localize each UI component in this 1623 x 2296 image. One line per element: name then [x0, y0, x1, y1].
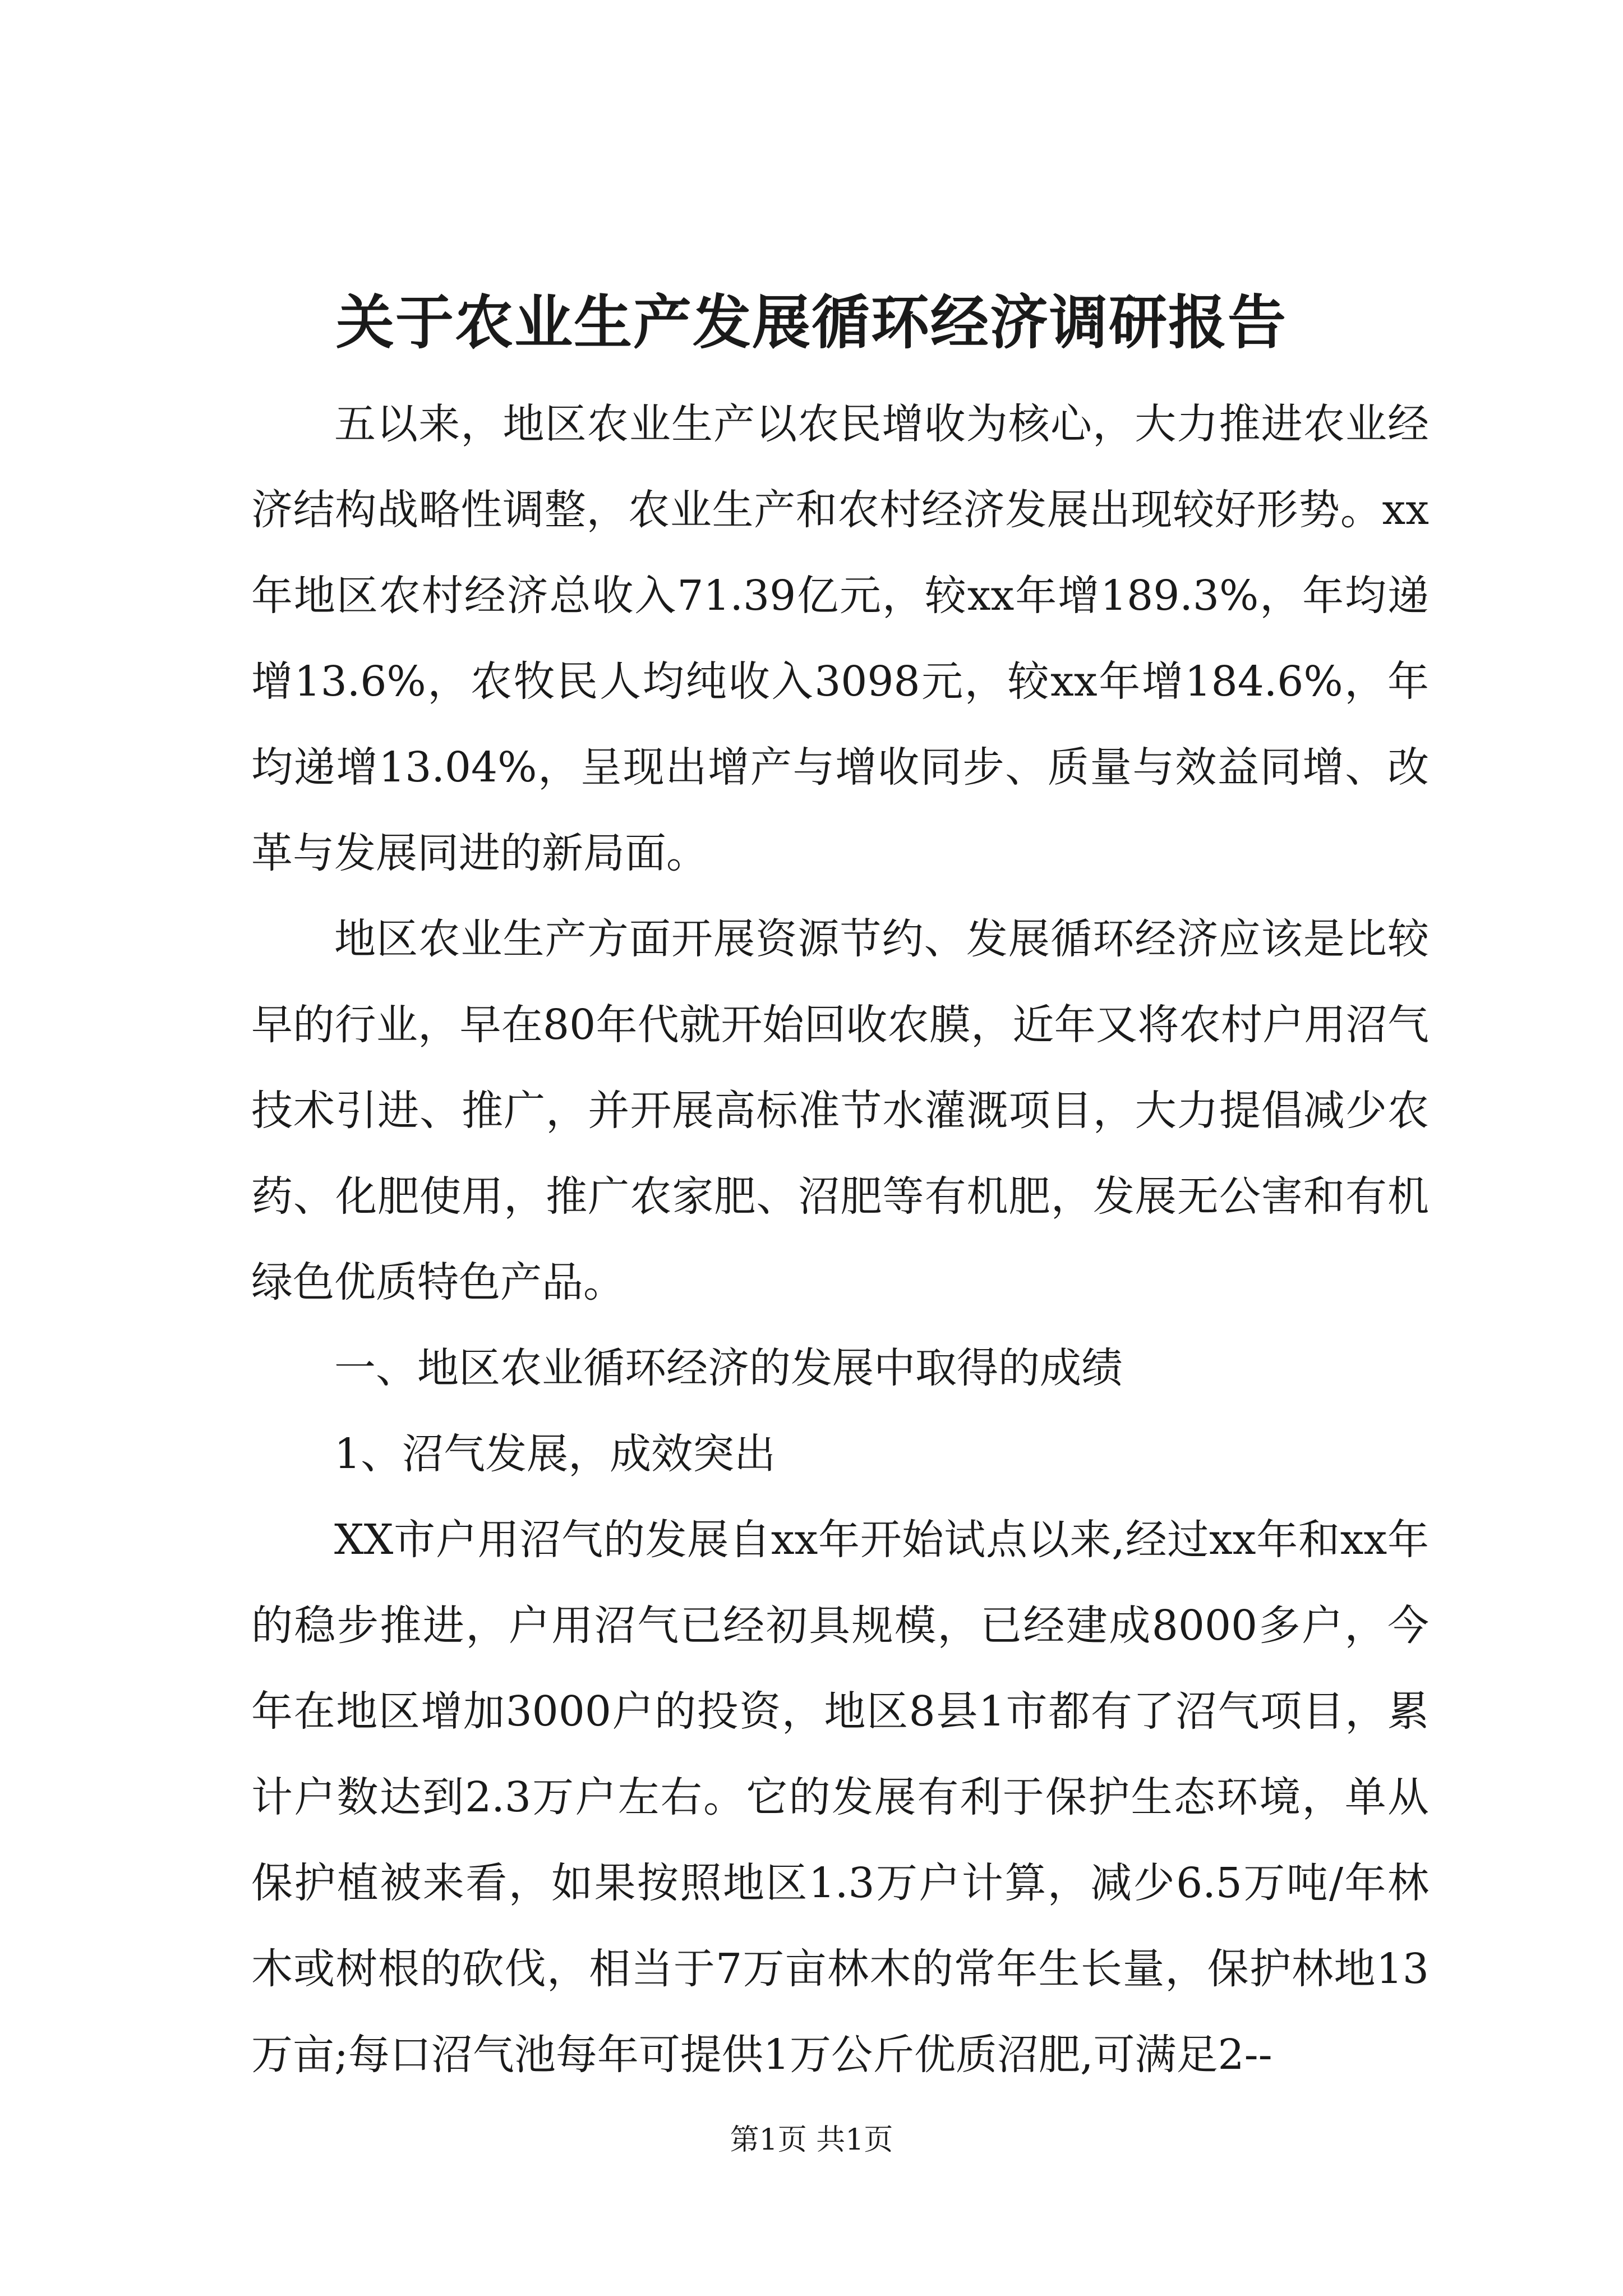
- subsection-heading-biogas: 1、沼气发展，成效突出: [334, 1430, 776, 1478]
- document-title: 关于农业生产发展循环经济调研报告: [335, 288, 1287, 357]
- paragraph-biogas: XX市户用沼气的发展自xx年开始试点以来,经过xx年和xx年的稳步推进，户用沼气已经初具规模，已经建成8000多户，今年在地区增加3000户的投资，地区8县1市都有了沼气项目，累计户数达到2.3万户左右。它的发展有利于保护生态环境，单从保护植被来看，如果按照地区1.3万户计算，减少6.5万吨/年林木或树根的砍伐，相当于7万亩林木的常年生长量，保护林地13万亩;每口沼气池每年可提供1万公斤优质沼肥,可满足2--: [251, 1516, 1429, 2079]
- paragraph-resource-saving: 地区农业生产方面开展资源节约、发展循环经济应该是比较早的行业，早在80年代就开始回收农膜，近年又将农村户用沼气技术引进、推广，并开展高标准节水灌溉项目，大力提倡减少农药、化肥使用，推广农家肥、沼肥等有机肥，发展无公害和有机绿色优质特色产品。: [251, 915, 1429, 1306]
- section-heading-achievements: 一、地区农业循环经济的发展中取得的成绩: [334, 1344, 1123, 1392]
- page-footer: 第1页 共1页: [730, 2123, 893, 2157]
- document-body: [251, 381, 1429, 2098]
- paragraph-intro: 五以来，地区农业生产以农民增收为核心，大力推进农业经济结构战略性调整，农业生产和农村经济发展出现较好形势。xx年地区农村经济总收入71.39亿元，较xx年增189.3%，年均递增13.6%，农牧民人均纯收入3098元，较xx年增184.6%，年均递增13.04%，呈现出增产与增收同步、质量与效益同增、改革与发展同进的新局面。: [251, 400, 1429, 877]
